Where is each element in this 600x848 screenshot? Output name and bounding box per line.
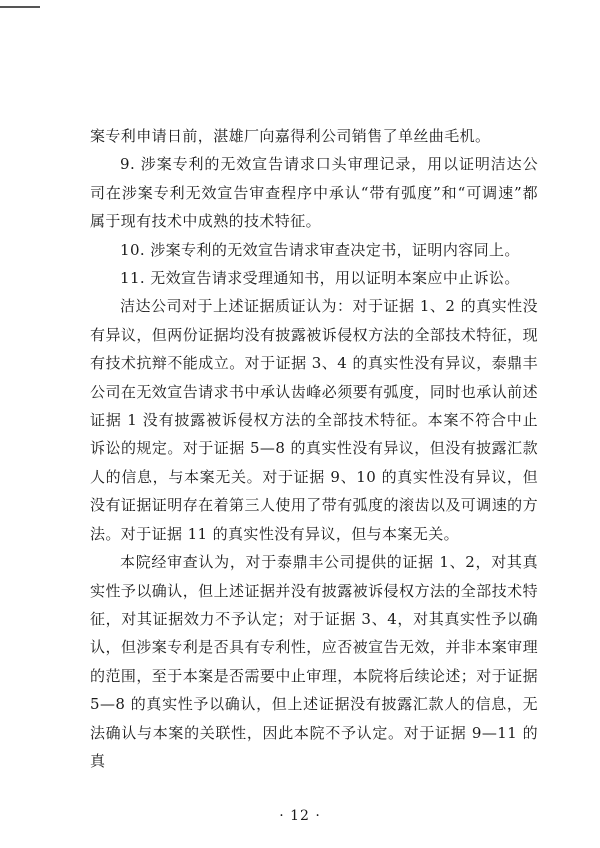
paragraph-continuation: 案专利申请日前，湛雄厂向嘉得利公司销售了单丝曲毛机。 [90,127,491,145]
document-body [90,122,538,775]
paragraph-court-finding: 本院经审查认为，对于泰鼎丰公司提供的证据 1、2，对其真实性予以确认，但上述证据并没有披露被诉侵权方法的全部技术特征，对其证据效力不予认定；对于证据 3、4，对其真实性予以确认，但涉案专利是否具有专利性，应否被宣告无效，并非本案审理的范围，至于本案是否需要中止审理，本院将后续论述；对于证据 5—8 的真实性予以确认，但上述证据没有披露汇款人的信息，无法确认与本案的关联性，因此本院不予认定。对于证据 9—11 的真 [90,553,538,770]
page-number: · 12 · [279,808,321,824]
paragraph-cross-examination: 洁达公司对于上述证据质证认为：对于证据 1、2 的真实性没有异议，但两份证据均没有披露被诉侵权方法的全部技术特征，现有技术抗辩不能成立。对于证据 3、4 的真实性没有异议，泰鼎丰公司在无效宣告请求书中承认齿峰必须要有弧度，同时也承认前述证据 1 没有披露被诉侵权方法的全部技术特征。本案不符合中止诉讼的规定。对于证据 5—8 的真实性没有异议，但没有披露汇款人的信息，与本案无关。对于证据 9、10 的真实性没有异议，但没有证据证明存在着第三人使用了带有弧度的滚齿以及可调速的方法。对于证据 11 的真实性没有异议，但与本案无关。 [90,297,538,543]
paragraph-evidence-11: 11. 无效宣告请求受理通知书，用以证明本案应中止诉讼。 [120,269,520,288]
paragraph-evidence-10: 10. 涉案专利的无效宣告请求审查决定书，证明内容同上。 [120,240,520,259]
scan-corner-mark [0,6,40,8]
paragraph-evidence-9: 9. 涉案专利的无效宣告请求口头审理记录，用以证明洁达公司在涉案专利无效宣告审查程序中承认“带有弧度”和“可调速”都属于现有技术中成熟的技术特征。 [90,155,538,231]
